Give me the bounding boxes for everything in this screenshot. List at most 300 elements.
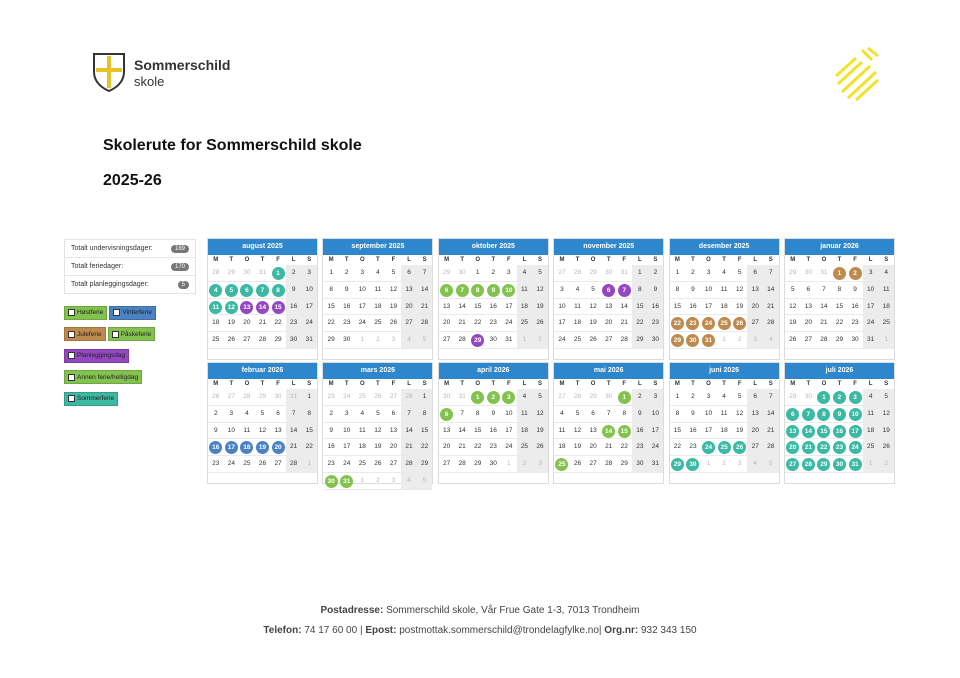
day-cell[interactable] bbox=[239, 439, 255, 456]
day-cell[interactable] bbox=[685, 315, 701, 332]
day-cell[interactable]: 27 bbox=[386, 389, 402, 406]
day-cell[interactable] bbox=[501, 282, 517, 299]
day-cell[interactable]: 13 bbox=[386, 423, 402, 440]
day-cell[interactable]: 26 bbox=[585, 332, 601, 349]
day-cell[interactable]: 2 bbox=[208, 406, 224, 423]
day-cell[interactable] bbox=[339, 473, 355, 490]
day-cell[interactable] bbox=[801, 456, 817, 473]
day-cell[interactable]: 19 bbox=[732, 423, 748, 440]
day-cell[interactable]: 14 bbox=[454, 299, 470, 316]
day-cell[interactable]: 10 bbox=[355, 282, 371, 299]
day-cell[interactable]: 30 bbox=[847, 332, 863, 349]
day-cell[interactable]: 2 bbox=[486, 265, 502, 282]
day-cell[interactable] bbox=[801, 439, 817, 456]
day-cell[interactable] bbox=[208, 282, 224, 299]
day-cell[interactable] bbox=[847, 389, 863, 406]
day-cell[interactable] bbox=[732, 439, 748, 456]
day-cell[interactable]: 2 bbox=[370, 473, 386, 490]
day-cell[interactable]: 6 bbox=[801, 282, 817, 299]
day-cell[interactable]: 3 bbox=[355, 265, 371, 282]
day-cell[interactable]: 9 bbox=[323, 423, 339, 440]
day-cell[interactable]: 4 bbox=[716, 265, 732, 282]
day-cell[interactable]: 15 bbox=[323, 299, 339, 316]
day-cell[interactable]: 5 bbox=[417, 332, 433, 349]
day-cell[interactable]: 3 bbox=[386, 332, 402, 349]
day-cell[interactable] bbox=[701, 439, 717, 456]
day-cell[interactable]: 15 bbox=[670, 423, 686, 440]
day-cell[interactable]: 26 bbox=[785, 332, 801, 349]
day-cell[interactable]: 28 bbox=[255, 332, 271, 349]
day-cell[interactable]: 10 bbox=[863, 282, 879, 299]
day-cell[interactable]: 25 bbox=[208, 332, 224, 349]
day-cell[interactable]: 13 bbox=[585, 423, 601, 440]
legend-autumn-break[interactable] bbox=[64, 306, 107, 320]
day-cell[interactable]: 29 bbox=[585, 389, 601, 406]
day-cell[interactable]: 22 bbox=[323, 315, 339, 332]
day-cell[interactable]: 14 bbox=[816, 299, 832, 316]
day-cell[interactable]: 14 bbox=[454, 423, 470, 440]
day-cell[interactable]: 11 bbox=[863, 406, 879, 423]
day-cell[interactable]: 3 bbox=[554, 282, 570, 299]
day-cell[interactable]: 11 bbox=[517, 406, 533, 423]
day-cell[interactable]: 6 bbox=[270, 406, 286, 423]
day-cell[interactable] bbox=[323, 473, 339, 490]
day-cell[interactable]: 18 bbox=[716, 299, 732, 316]
day-cell[interactable]: 15 bbox=[417, 423, 433, 440]
day-cell[interactable]: 15 bbox=[832, 299, 848, 316]
day-cell[interactable]: 10 bbox=[224, 423, 240, 440]
day-cell[interactable] bbox=[670, 456, 686, 473]
day-cell[interactable]: 27 bbox=[747, 315, 763, 332]
day-cell[interactable]: 17 bbox=[501, 423, 517, 440]
day-cell[interactable] bbox=[832, 456, 848, 473]
day-cell[interactable]: 30 bbox=[486, 456, 502, 473]
day-cell[interactable]: 11 bbox=[370, 282, 386, 299]
day-cell[interactable]: 12 bbox=[386, 282, 402, 299]
day-cell[interactable]: 7 bbox=[417, 265, 433, 282]
day-cell[interactable]: 19 bbox=[878, 423, 894, 440]
day-cell[interactable]: 12 bbox=[532, 406, 548, 423]
day-cell[interactable]: 10 bbox=[701, 406, 717, 423]
day-cell[interactable]: 5 bbox=[785, 282, 801, 299]
day-cell[interactable]: 28 bbox=[601, 456, 617, 473]
day-cell[interactable]: 6 bbox=[401, 265, 417, 282]
day-cell[interactable] bbox=[208, 299, 224, 316]
day-cell[interactable]: 30 bbox=[601, 389, 617, 406]
day-cell[interactable]: 29 bbox=[632, 332, 648, 349]
day-cell[interactable]: 11 bbox=[716, 282, 732, 299]
day-cell[interactable] bbox=[801, 423, 817, 440]
day-cell[interactable]: 26 bbox=[878, 439, 894, 456]
day-cell[interactable]: 1 bbox=[716, 332, 732, 349]
day-cell[interactable]: 23 bbox=[847, 315, 863, 332]
day-cell[interactable]: 5 bbox=[570, 406, 586, 423]
day-cell[interactable]: 9 bbox=[847, 282, 863, 299]
day-cell[interactable] bbox=[470, 389, 486, 406]
day-cell[interactable]: 12 bbox=[785, 299, 801, 316]
day-cell[interactable]: 21 bbox=[255, 315, 271, 332]
day-cell[interactable]: 15 bbox=[670, 299, 686, 316]
day-cell[interactable] bbox=[816, 456, 832, 473]
day-cell[interactable]: 16 bbox=[847, 299, 863, 316]
day-cell[interactable]: 14 bbox=[417, 282, 433, 299]
day-cell[interactable] bbox=[486, 389, 502, 406]
day-cell[interactable]: 3 bbox=[224, 406, 240, 423]
day-cell[interactable]: 1 bbox=[355, 332, 371, 349]
day-cell[interactable]: 31 bbox=[255, 265, 271, 282]
day-cell[interactable]: 21 bbox=[286, 439, 302, 456]
day-cell[interactable]: 7 bbox=[816, 282, 832, 299]
day-cell[interactable] bbox=[716, 315, 732, 332]
day-cell[interactable]: 22 bbox=[632, 315, 648, 332]
day-cell[interactable]: 24 bbox=[648, 439, 664, 456]
email-link[interactable]: postmottak.sommerschild@trondelagfylke.no bbox=[399, 625, 599, 636]
day-cell[interactable]: 9 bbox=[648, 282, 664, 299]
day-cell[interactable]: 9 bbox=[685, 406, 701, 423]
day-cell[interactable]: 31 bbox=[616, 265, 632, 282]
day-cell[interactable]: 8 bbox=[417, 406, 433, 423]
day-cell[interactable]: 4 bbox=[570, 282, 586, 299]
day-cell[interactable] bbox=[470, 332, 486, 349]
day-cell[interactable]: 10 bbox=[701, 282, 717, 299]
day-cell[interactable]: 14 bbox=[286, 423, 302, 440]
day-cell[interactable]: 31 bbox=[863, 332, 879, 349]
day-cell[interactable] bbox=[616, 389, 632, 406]
legend-christmas-break[interactable] bbox=[64, 327, 106, 341]
day-cell[interactable]: 15 bbox=[470, 423, 486, 440]
day-cell[interactable]: 30 bbox=[801, 389, 817, 406]
day-cell[interactable]: 13 bbox=[601, 299, 617, 316]
day-cell[interactable]: 8 bbox=[616, 406, 632, 423]
day-cell[interactable]: 21 bbox=[616, 315, 632, 332]
day-cell[interactable]: 2 bbox=[716, 456, 732, 473]
day-cell[interactable]: 29 bbox=[323, 332, 339, 349]
day-cell[interactable]: 4 bbox=[517, 265, 533, 282]
legend-winter-break[interactable] bbox=[109, 306, 156, 320]
day-cell[interactable] bbox=[816, 389, 832, 406]
day-cell[interactable]: 29 bbox=[224, 265, 240, 282]
day-cell[interactable]: 25 bbox=[517, 315, 533, 332]
day-cell[interactable]: 21 bbox=[417, 299, 433, 316]
day-cell[interactable] bbox=[255, 299, 271, 316]
day-cell[interactable]: 3 bbox=[339, 406, 355, 423]
day-cell[interactable]: 20 bbox=[747, 299, 763, 316]
day-cell[interactable]: 19 bbox=[532, 423, 548, 440]
day-cell[interactable]: 26 bbox=[255, 456, 271, 473]
day-cell[interactable] bbox=[832, 423, 848, 440]
day-cell[interactable]: 5 bbox=[732, 389, 748, 406]
day-cell[interactable]: 20 bbox=[747, 423, 763, 440]
day-cell[interactable]: 30 bbox=[486, 332, 502, 349]
day-cell[interactable]: 10 bbox=[301, 282, 317, 299]
day-cell[interactable]: 1 bbox=[501, 456, 517, 473]
day-cell[interactable]: 6 bbox=[747, 265, 763, 282]
day-cell[interactable]: 17 bbox=[863, 299, 879, 316]
day-cell[interactable]: 10 bbox=[339, 423, 355, 440]
day-cell[interactable]: 4 bbox=[554, 406, 570, 423]
day-cell[interactable]: 17 bbox=[554, 315, 570, 332]
day-cell[interactable]: 17 bbox=[701, 423, 717, 440]
day-cell[interactable]: 29 bbox=[785, 389, 801, 406]
day-cell[interactable] bbox=[208, 439, 224, 456]
day-cell[interactable]: 28 bbox=[616, 332, 632, 349]
day-cell[interactable] bbox=[801, 406, 817, 423]
day-cell[interactable]: 5 bbox=[370, 406, 386, 423]
day-cell[interactable]: 24 bbox=[224, 456, 240, 473]
day-cell[interactable]: 4 bbox=[239, 406, 255, 423]
day-cell[interactable]: 9 bbox=[208, 423, 224, 440]
day-cell[interactable] bbox=[816, 406, 832, 423]
day-cell[interactable]: 26 bbox=[370, 456, 386, 473]
day-cell[interactable] bbox=[847, 406, 863, 423]
day-cell[interactable]: 18 bbox=[570, 315, 586, 332]
day-cell[interactable]: 15 bbox=[632, 299, 648, 316]
day-cell[interactable]: 30 bbox=[632, 456, 648, 473]
day-cell[interactable]: 4 bbox=[763, 332, 779, 349]
day-cell[interactable]: 18 bbox=[554, 439, 570, 456]
day-cell[interactable]: 28 bbox=[401, 389, 417, 406]
day-cell[interactable]: 10 bbox=[648, 406, 664, 423]
day-cell[interactable] bbox=[701, 332, 717, 349]
day-cell[interactable]: 9 bbox=[286, 282, 302, 299]
day-cell[interactable]: 7 bbox=[286, 406, 302, 423]
day-cell[interactable]: 29 bbox=[255, 389, 271, 406]
day-cell[interactable]: 24 bbox=[339, 456, 355, 473]
day-cell[interactable]: 26 bbox=[370, 389, 386, 406]
day-cell[interactable]: 11 bbox=[355, 423, 371, 440]
day-cell[interactable]: 30 bbox=[270, 389, 286, 406]
day-cell[interactable]: 26 bbox=[224, 332, 240, 349]
day-cell[interactable]: 2 bbox=[632, 389, 648, 406]
day-cell[interactable]: 1 bbox=[323, 265, 339, 282]
day-cell[interactable] bbox=[847, 265, 863, 282]
day-cell[interactable]: 11 bbox=[239, 423, 255, 440]
day-cell[interactable]: 28 bbox=[763, 315, 779, 332]
day-cell[interactable] bbox=[270, 265, 286, 282]
day-cell[interactable]: 7 bbox=[601, 406, 617, 423]
day-cell[interactable]: 1 bbox=[417, 389, 433, 406]
day-cell[interactable] bbox=[847, 456, 863, 473]
day-cell[interactable] bbox=[270, 299, 286, 316]
day-cell[interactable]: 12 bbox=[585, 299, 601, 316]
day-cell[interactable]: 30 bbox=[601, 265, 617, 282]
day-cell[interactable]: 24 bbox=[554, 332, 570, 349]
day-cell[interactable]: 4 bbox=[517, 389, 533, 406]
day-cell[interactable]: 22 bbox=[832, 315, 848, 332]
day-cell[interactable]: 16 bbox=[632, 423, 648, 440]
legend-planning-day[interactable] bbox=[64, 349, 129, 363]
day-cell[interactable]: 27 bbox=[224, 389, 240, 406]
day-cell[interactable]: 13 bbox=[747, 282, 763, 299]
day-cell[interactable]: 2 bbox=[370, 332, 386, 349]
day-cell[interactable]: 29 bbox=[616, 456, 632, 473]
day-cell[interactable]: 13 bbox=[270, 423, 286, 440]
day-cell[interactable]: 16 bbox=[648, 299, 664, 316]
day-cell[interactable]: 26 bbox=[570, 456, 586, 473]
day-cell[interactable] bbox=[685, 332, 701, 349]
day-cell[interactable]: 17 bbox=[648, 423, 664, 440]
day-cell[interactable]: 29 bbox=[470, 456, 486, 473]
day-cell[interactable]: 6 bbox=[747, 389, 763, 406]
day-cell[interactable]: 24 bbox=[501, 439, 517, 456]
day-cell[interactable]: 12 bbox=[732, 406, 748, 423]
day-cell[interactable]: 15 bbox=[470, 299, 486, 316]
day-cell[interactable]: 27 bbox=[386, 456, 402, 473]
day-cell[interactable] bbox=[439, 406, 455, 423]
day-cell[interactable]: 4 bbox=[370, 265, 386, 282]
day-cell[interactable]: 3 bbox=[747, 332, 763, 349]
day-cell[interactable]: 22 bbox=[470, 439, 486, 456]
day-cell[interactable]: 19 bbox=[224, 315, 240, 332]
day-cell[interactable]: 7 bbox=[401, 406, 417, 423]
day-cell[interactable]: 1 bbox=[301, 456, 317, 473]
day-cell[interactable]: 21 bbox=[763, 423, 779, 440]
day-cell[interactable]: 12 bbox=[878, 406, 894, 423]
day-cell[interactable] bbox=[816, 423, 832, 440]
day-cell[interactable]: 11 bbox=[554, 423, 570, 440]
day-cell[interactable]: 19 bbox=[570, 439, 586, 456]
day-cell[interactable]: 27 bbox=[554, 265, 570, 282]
day-cell[interactable]: 4 bbox=[716, 389, 732, 406]
day-cell[interactable]: 27 bbox=[585, 456, 601, 473]
day-cell[interactable] bbox=[601, 423, 617, 440]
day-cell[interactable]: 4 bbox=[355, 406, 371, 423]
day-cell[interactable] bbox=[224, 299, 240, 316]
day-cell[interactable]: 29 bbox=[785, 265, 801, 282]
day-cell[interactable]: 22 bbox=[270, 315, 286, 332]
day-cell[interactable]: 19 bbox=[585, 315, 601, 332]
day-cell[interactable]: 22 bbox=[301, 439, 317, 456]
day-cell[interactable]: 29 bbox=[832, 332, 848, 349]
day-cell[interactable]: 25 bbox=[239, 456, 255, 473]
day-cell[interactable]: 1 bbox=[632, 265, 648, 282]
day-cell[interactable]: 28 bbox=[454, 456, 470, 473]
day-cell[interactable] bbox=[785, 423, 801, 440]
day-cell[interactable]: 18 bbox=[517, 423, 533, 440]
day-cell[interactable] bbox=[470, 282, 486, 299]
day-cell[interactable]: 1 bbox=[517, 332, 533, 349]
day-cell[interactable]: 13 bbox=[439, 299, 455, 316]
day-cell[interactable]: 11 bbox=[878, 282, 894, 299]
day-cell[interactable]: 8 bbox=[670, 282, 686, 299]
day-cell[interactable]: 5 bbox=[763, 456, 779, 473]
day-cell[interactable]: 1 bbox=[355, 473, 371, 490]
day-cell[interactable]: 19 bbox=[370, 439, 386, 456]
day-cell[interactable] bbox=[270, 282, 286, 299]
day-cell[interactable]: 18 bbox=[716, 423, 732, 440]
day-cell[interactable]: 6 bbox=[585, 406, 601, 423]
day-cell[interactable]: 28 bbox=[239, 389, 255, 406]
day-cell[interactable]: 1 bbox=[470, 265, 486, 282]
day-cell[interactable]: 2 bbox=[286, 265, 302, 282]
day-cell[interactable]: 28 bbox=[417, 315, 433, 332]
day-cell[interactable]: 27 bbox=[554, 389, 570, 406]
day-cell[interactable]: 17 bbox=[339, 439, 355, 456]
day-cell[interactable] bbox=[832, 265, 848, 282]
day-cell[interactable]: 25 bbox=[570, 332, 586, 349]
day-cell[interactable] bbox=[685, 456, 701, 473]
day-cell[interactable]: 18 bbox=[355, 439, 371, 456]
day-cell[interactable] bbox=[716, 439, 732, 456]
day-cell[interactable]: 31 bbox=[286, 389, 302, 406]
day-cell[interactable]: 29 bbox=[417, 456, 433, 473]
day-cell[interactable]: 5 bbox=[585, 282, 601, 299]
day-cell[interactable]: 2 bbox=[878, 456, 894, 473]
day-cell[interactable] bbox=[785, 439, 801, 456]
day-cell[interactable]: 12 bbox=[532, 282, 548, 299]
day-cell[interactable]: 31 bbox=[816, 265, 832, 282]
day-cell[interactable]: 28 bbox=[401, 456, 417, 473]
day-cell[interactable]: 17 bbox=[301, 299, 317, 316]
day-cell[interactable]: 23 bbox=[323, 456, 339, 473]
day-cell[interactable]: 25 bbox=[370, 315, 386, 332]
day-cell[interactable]: 28 bbox=[763, 439, 779, 456]
day-cell[interactable]: 20 bbox=[601, 315, 617, 332]
day-cell[interactable]: 27 bbox=[401, 315, 417, 332]
day-cell[interactable]: 19 bbox=[732, 299, 748, 316]
day-cell[interactable]: 31 bbox=[501, 332, 517, 349]
day-cell[interactable] bbox=[554, 456, 570, 473]
day-cell[interactable]: 1 bbox=[701, 456, 717, 473]
day-cell[interactable]: 23 bbox=[286, 315, 302, 332]
day-cell[interactable]: 4 bbox=[863, 389, 879, 406]
day-cell[interactable]: 2 bbox=[685, 389, 701, 406]
day-cell[interactable] bbox=[732, 315, 748, 332]
day-cell[interactable]: 23 bbox=[486, 439, 502, 456]
day-cell[interactable]: 5 bbox=[532, 389, 548, 406]
day-cell[interactable]: 30 bbox=[239, 265, 255, 282]
day-cell[interactable]: 25 bbox=[355, 456, 371, 473]
day-cell[interactable]: 17 bbox=[701, 299, 717, 316]
day-cell[interactable]: 23 bbox=[648, 315, 664, 332]
day-cell[interactable]: 9 bbox=[486, 406, 502, 423]
day-cell[interactable]: 4 bbox=[878, 265, 894, 282]
day-cell[interactable]: 25 bbox=[517, 439, 533, 456]
day-cell[interactable]: 31 bbox=[648, 456, 664, 473]
day-cell[interactable]: 6 bbox=[386, 406, 402, 423]
day-cell[interactable]: 21 bbox=[601, 439, 617, 456]
day-cell[interactable]: 4 bbox=[401, 473, 417, 490]
day-cell[interactable] bbox=[486, 282, 502, 299]
day-cell[interactable]: 3 bbox=[732, 456, 748, 473]
day-cell[interactable]: 1 bbox=[301, 389, 317, 406]
day-cell[interactable] bbox=[616, 282, 632, 299]
day-cell[interactable]: 2 bbox=[532, 332, 548, 349]
day-cell[interactable]: 14 bbox=[763, 282, 779, 299]
day-cell[interactable]: 13 bbox=[801, 299, 817, 316]
day-cell[interactable]: 21 bbox=[454, 439, 470, 456]
day-cell[interactable]: 4 bbox=[401, 332, 417, 349]
day-cell[interactable] bbox=[701, 315, 717, 332]
legend-easter-break[interactable] bbox=[108, 327, 156, 341]
day-cell[interactable]: 24 bbox=[863, 315, 879, 332]
day-cell[interactable]: 19 bbox=[386, 299, 402, 316]
day-cell[interactable] bbox=[847, 423, 863, 440]
day-cell[interactable]: 28 bbox=[208, 265, 224, 282]
day-cell[interactable]: 16 bbox=[685, 299, 701, 316]
day-cell[interactable] bbox=[224, 282, 240, 299]
day-cell[interactable]: 9 bbox=[632, 406, 648, 423]
day-cell[interactable] bbox=[439, 282, 455, 299]
day-cell[interactable]: 31 bbox=[301, 332, 317, 349]
day-cell[interactable] bbox=[616, 423, 632, 440]
day-cell[interactable]: 3 bbox=[501, 265, 517, 282]
day-cell[interactable]: 8 bbox=[632, 282, 648, 299]
day-cell[interactable]: 2 bbox=[685, 265, 701, 282]
day-cell[interactable]: 26 bbox=[208, 389, 224, 406]
day-cell[interactable]: 8 bbox=[832, 282, 848, 299]
day-cell[interactable]: 7 bbox=[454, 406, 470, 423]
